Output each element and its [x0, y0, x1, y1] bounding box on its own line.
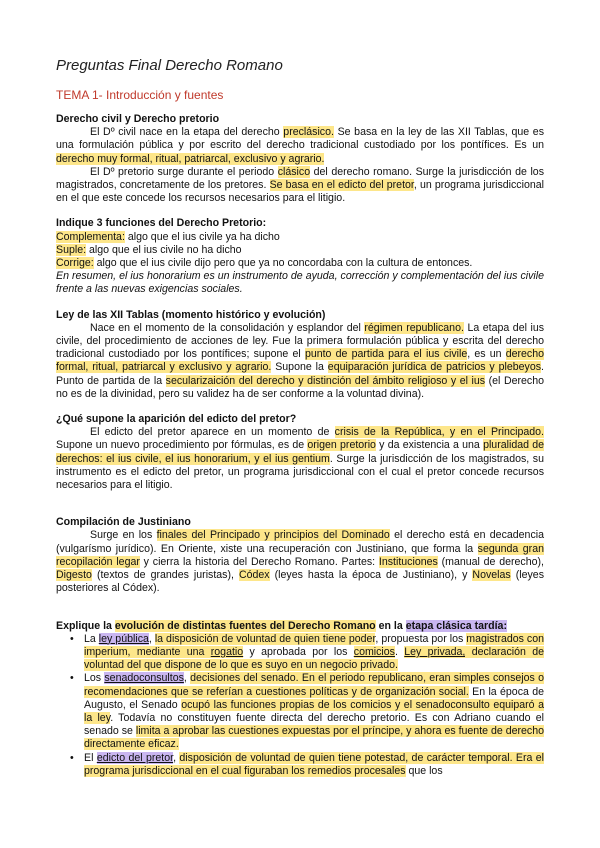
text-span: (textos de grandes juristas),: [91, 569, 239, 582]
section-title: TEMA 1- Introducción y fuentes: [56, 88, 224, 102]
list-item: [84, 672, 544, 751]
section-heading: Indique 3 funciones del Derecho Pretorio:: [56, 217, 267, 230]
highlighted-text: decisiones del senado: [190, 672, 296, 685]
text-span: La etapa del ius civile, del procedimiento de acciones de ley. Fue la primera formulación pública y escrita del derecho tradicional custodiado por los pontífices; supone el: [56, 321, 545, 361]
text-span: (leyes hasta la época de Justiniano), y: [269, 569, 473, 582]
text-span: El Dº pretorio surge durante el periodo: [90, 165, 278, 178]
text-span: (manual de derecho),: [437, 555, 544, 568]
highlighted-text: comicios: [353, 645, 395, 658]
section-heading: Compilación de Justiniano: [56, 516, 191, 529]
highlighted-term: senadoconsultos: [104, 672, 184, 685]
text-span: y cierra la historia del Derecho Romano. Partes:: [139, 555, 379, 568]
text-span: Nace en el momento de la consolidación y esplandor del: [90, 321, 365, 334]
text-span: . Todavía no constituyen fuente directa del derecho pretorio. Es con Adriano cuando el senado se: [84, 711, 544, 738]
highlighted-text: segunda gran recopilación legar: [56, 542, 544, 568]
text-span: , es un: [467, 348, 506, 361]
highlighted-term: ley pública: [98, 632, 149, 645]
section-evolucion-fuentes: [56, 620, 544, 778]
highlighted-text: la disposición de voluntad de quien tiene poder: [154, 632, 376, 645]
paragraph: [56, 529, 544, 595]
highlighted-text: punto de partida para el ius civile: [304, 348, 468, 361]
text-span: ,: [183, 672, 191, 685]
section-civil-pretorio: [56, 113, 544, 205]
highlighted-text: origen pretorio: [307, 439, 376, 452]
text-span: del derecho romano. Surge la jurisdicción de los magistrados, concretamente de los pretores.: [56, 165, 544, 192]
text-span: Supone la: [271, 361, 328, 374]
highlighted-term: etapa clásica tardía:: [405, 619, 507, 632]
text-span: el derecho está en decadencia (vulgarísmo jurídico). En Oriente, xiste una recuperación con Justiniano, que forma la: [56, 529, 544, 555]
highlighted-text: Novelas: [472, 569, 511, 582]
section-xii-tablas: [56, 309, 544, 401]
highlighted-text: régimen republicano.: [364, 321, 464, 334]
highlighted-text: finales del Principado y principios del Dominado: [156, 529, 390, 542]
text-span: , un programa jurisdiccional en el que este concede los recursos necesarios para el litigio.: [56, 179, 544, 205]
highlighted-text: pluralidad de derechos: el ius civile, el ius honorarium, y el ius gentium: [56, 439, 545, 465]
section-heading: [56, 620, 544, 633]
text-span: ,: [173, 751, 180, 764]
highlighted-text: Instituciones: [378, 555, 438, 568]
list-item: [84, 752, 544, 778]
section-justiniano: [56, 516, 544, 595]
highlighted-text: Códex: [238, 569, 270, 582]
text-span: Explique la: [56, 619, 115, 632]
section-heading: Derecho civil y Derecho pretorio: [56, 113, 220, 125]
text-span: algo que el ius civile no ha dicho: [86, 243, 242, 256]
summary-text: En resumen, el ius honorarium es un instrumento de ayuda, corrección y complementación del ius civile frente a las nuevas exigencias sociales.: [56, 270, 544, 296]
text-span: (leyes posteriores al Códex).: [56, 569, 544, 595]
highlighted-text: Se basa en el edicto del pretor: [269, 179, 414, 192]
paragraph: [56, 426, 544, 492]
text-span: (el Derecho no es de la divinidad, pero su validez ha de ser conforme a la voluntad divina).: [56, 374, 544, 400]
paragraph: [56, 166, 544, 206]
highlighted-text: Suple:: [56, 243, 87, 256]
highlighted-text: Ley privada,: [404, 645, 466, 658]
highlighted-text: preclásico.: [283, 126, 334, 139]
text-span: El edicto del pretor aparece en un momento de: [90, 426, 335, 439]
text-span: .: [394, 645, 405, 658]
highlighted-text: Digesto: [56, 569, 92, 582]
section-heading: ¿Qué supone la aparición del edicto del pretor?: [56, 413, 297, 426]
highlighted-text: Complementa:: [56, 230, 125, 243]
text-span: . Punto de partida de la: [56, 361, 544, 387]
highlighted-text: derecho muy formal, ritual, patriarcal, exclusivo y agrario.: [56, 152, 325, 165]
text-span: algo que el ius civile ya ha dicho: [124, 230, 280, 243]
text-span: La: [84, 632, 99, 645]
text-span: y aprobada por los: [243, 645, 354, 658]
text-span: en la: [375, 619, 406, 632]
text-span: . Surge la jurisdicción de los magistrados, su instrumento es el edicto del pretor, un programa jurisdiccional con el cual el pretor concede recursos necesarios para el litigio.: [56, 452, 544, 492]
text-span: ,: [148, 632, 155, 645]
text-span: El Dº civil nace en la etapa del derecho: [90, 126, 284, 139]
highlighted-text: . En el periodo republicano, eran simples consejos o recomendaciones que se referían a cuestiones políticas y de organización social.: [84, 672, 544, 698]
list-item: [84, 633, 544, 673]
section-funciones: [56, 217, 544, 296]
text-span: , propuesta por los: [375, 632, 467, 645]
function-line: [56, 231, 544, 244]
highlighted-text: evolución de distintas fuentes del Derecho Romano: [114, 619, 376, 632]
highlighted-text: magistrados con imperium, mediante una: [84, 632, 545, 658]
highlighted-term: edicto del pretor: [96, 751, 174, 764]
highlighted-text: crisis de la República, y en el Principado.: [334, 426, 544, 439]
paragraph: [56, 322, 544, 401]
function-line: [56, 244, 544, 257]
text-span: que los: [405, 764, 443, 777]
highlighted-text: derecho formal, ritual, patriarcal y exclusivo y agrario.: [56, 348, 545, 374]
highlighted-text: disposición de voluntad de quien tiene potestad, de carácter temporal. Era el programa jurisdiccional en el cual figuraban los remedios procesales: [84, 751, 545, 777]
text-span: Supone un nuevo procedimiento por fórmulas, es de: [56, 439, 308, 452]
highlighted-text: ocupó las funciones propias de los comicios y el senadoconsulto equiparó a la ley: [84, 698, 544, 724]
highlighted-text: limita a aprobar las cuestiones expuestas por el príncipe, y ahora es fuente de derecho directamente eficaz.: [84, 725, 544, 751]
document-body: [56, 113, 544, 778]
highlighted-text: equiparación jurídica de patricios y plebeyos: [327, 361, 542, 374]
section-heading: Ley de las XII Tablas (momento histórico y evolución): [56, 308, 326, 321]
document-title: Preguntas Final Derecho Romano: [56, 57, 283, 74]
highlighted-text: Corrige:: [56, 257, 94, 270]
text-span: y da existencia a una: [375, 439, 484, 452]
text-span: Se basa en la ley de las XII Tablas, que es una formulación pública y por escrito del derecho tradicional custodiado por los pontífices. Es un: [56, 126, 544, 152]
paragraph: [56, 126, 544, 166]
text-span: El: [84, 751, 97, 764]
bullet-list: [56, 633, 544, 778]
function-line: [56, 257, 544, 270]
highlighted-text: secularizaición del derecho y distinción del ámbito religioso y el ius: [165, 374, 486, 387]
highlighted-text: declaración de voluntad del que dispone de lo que es suyo en un negocio privado.: [84, 645, 545, 672]
highlighted-text: clásico: [277, 165, 311, 178]
text-span: En la época de Augusto, el Senado: [84, 685, 544, 711]
section-edicto-pretor: [56, 413, 544, 492]
text-span: Surge en los: [90, 529, 157, 542]
highlighted-text: rogatio: [210, 645, 244, 658]
text-span: Los: [84, 672, 105, 685]
text-span: algo que el ius civile dijo pero que ya no concordaba con la cultura de entonces.: [93, 257, 473, 270]
